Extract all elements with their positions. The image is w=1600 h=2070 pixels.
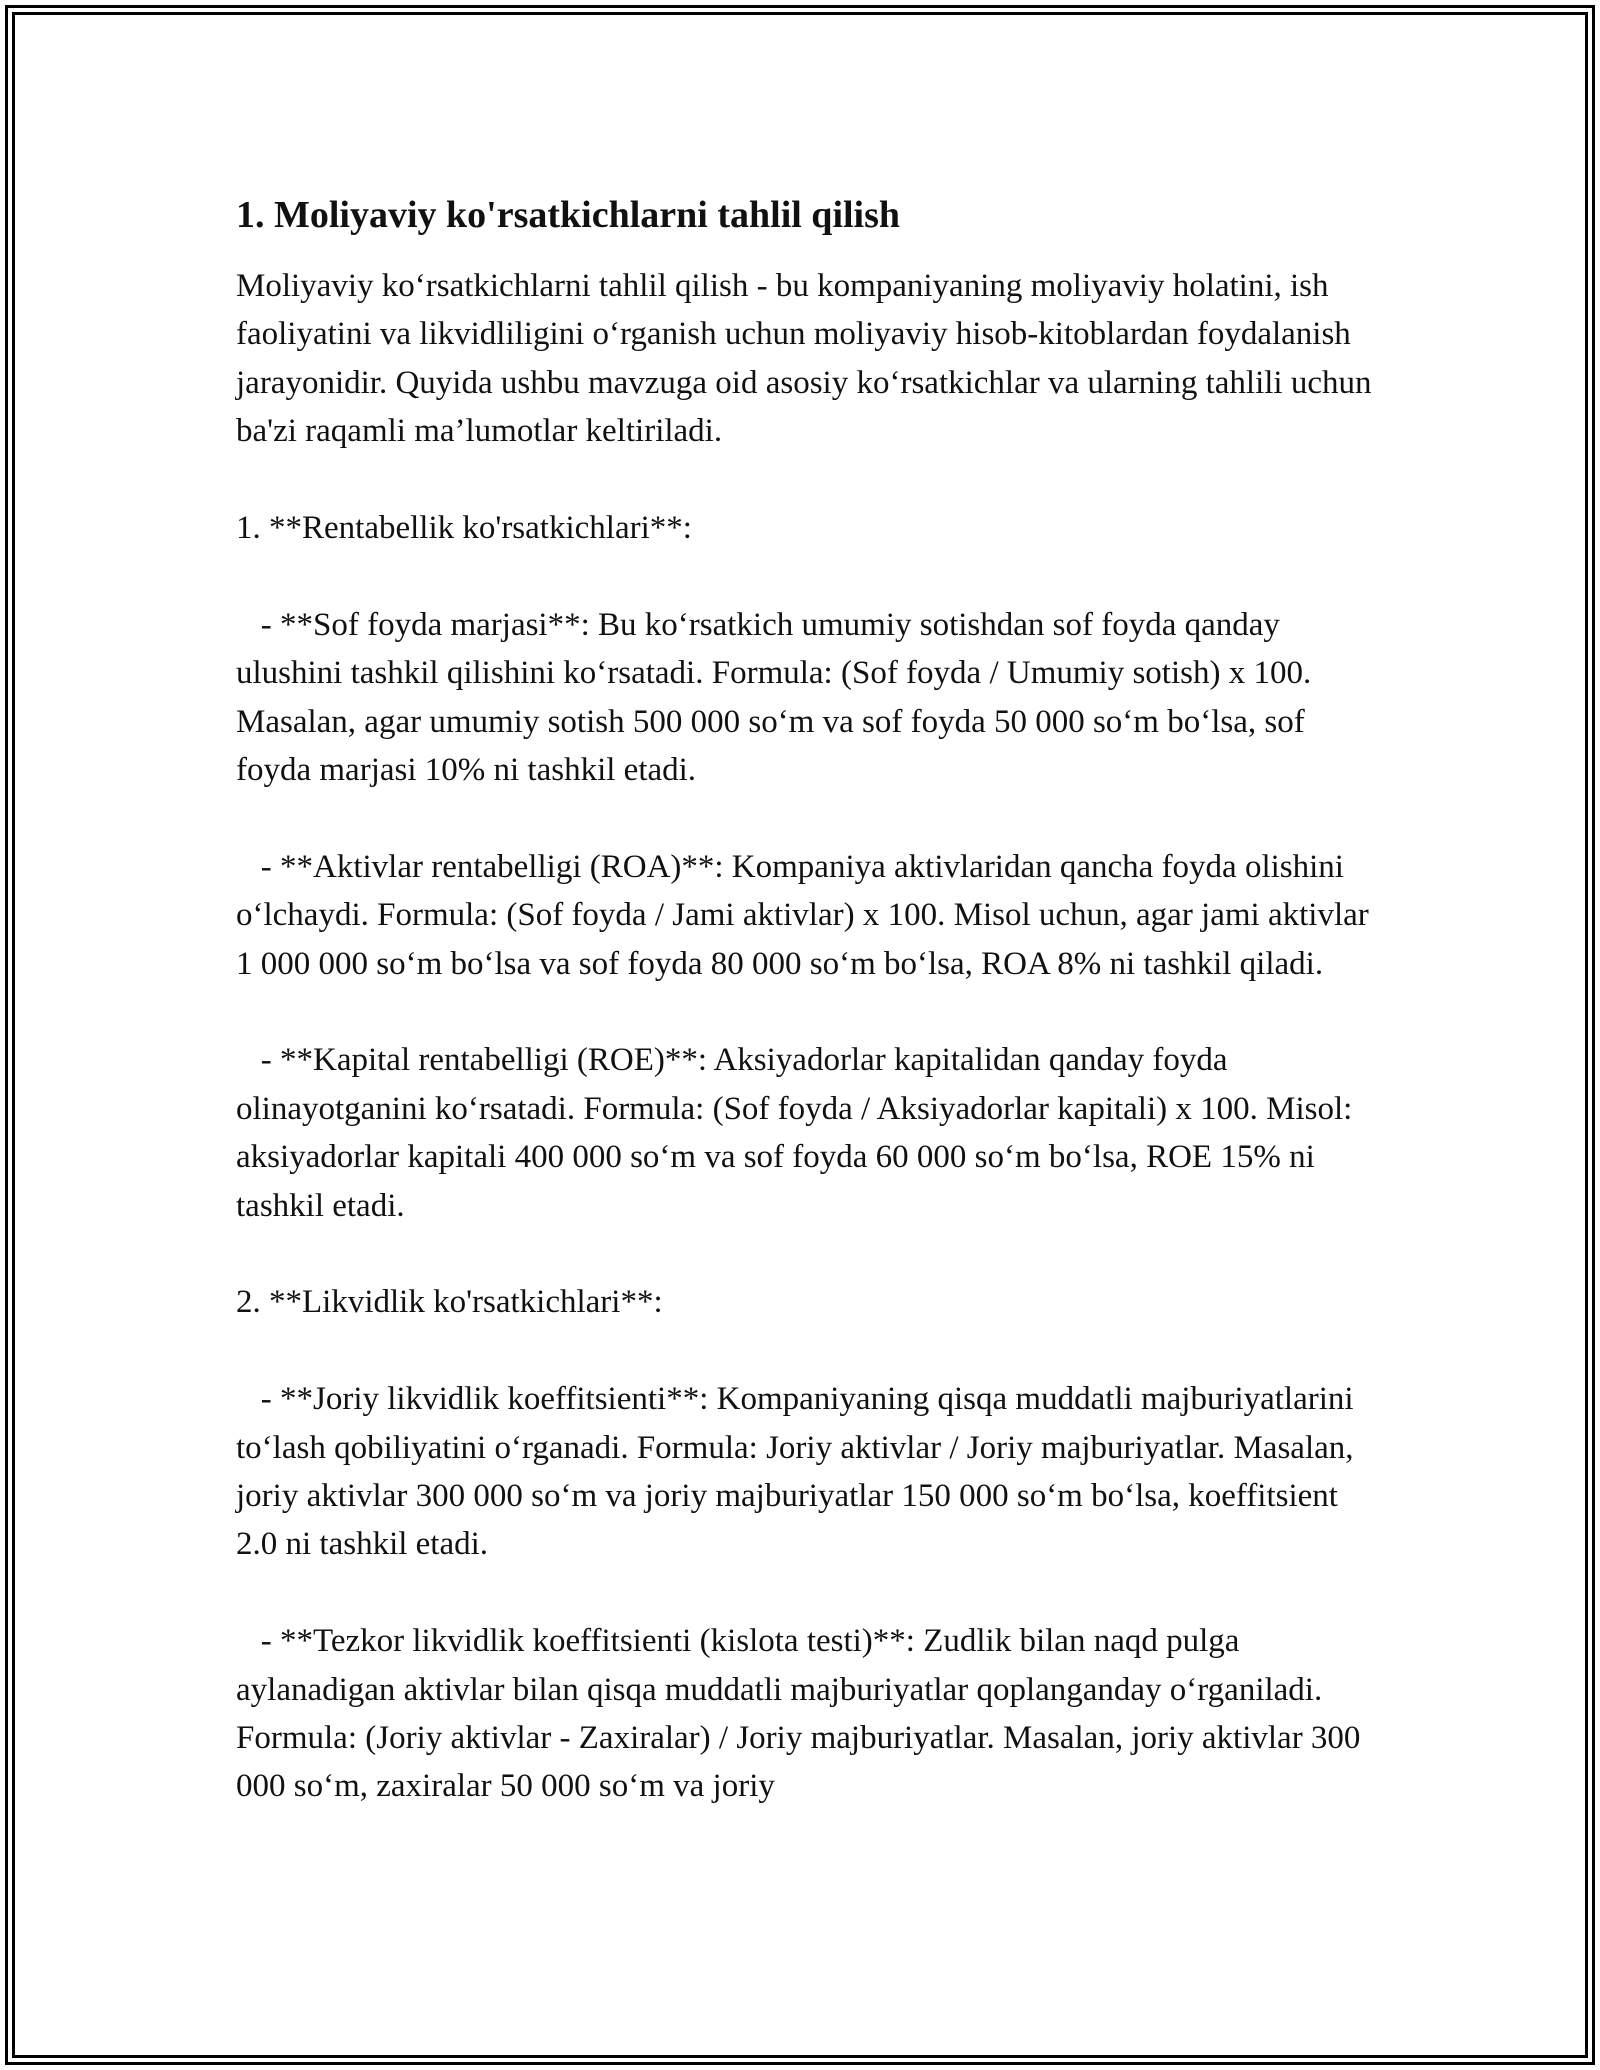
- spacer: [236, 1569, 1376, 1617]
- spacer: [236, 1230, 1376, 1278]
- spacer: [236, 988, 1376, 1036]
- list-item-roa: - **Aktivlar rentabelligi (ROA)**: Kompaniya aktivlaridan qancha foyda olishini o‘lchaydi. Formula: (Sof foyda / Jami aktivlar) x 100. Misol uchun, agar jami aktivlar 1 000 000 so‘m bo‘lsa va sof foyda 80 000 so‘m bo‘lsa, ROA 8% ni tashkil qiladi.: [236, 848, 1377, 982]
- section-heading-likvidlik: 2. **Likvidlik ko'rsatkichlari**:: [236, 1284, 663, 1321]
- spacer: [236, 1327, 1376, 1375]
- list-item-roe: - **Kapital rentabelligi (ROE)**: Aksiyadorlar kapitalidan qanday foyda olinayotganini ko‘rsatadi. Formula: (Sof foyda / Aksiyadorlar kapitali) x 100. Misol: aksiyadorlar kapitali 400 000 so‘m va sof foyda 60 000 so‘m bo‘lsa, ROE 15% ni tashkil etadi.: [236, 1042, 1361, 1224]
- document-title: 1. Moliyaviy ko'rsatkichlarni tahlil qilish: [236, 194, 901, 236]
- section-heading-rentabellik: 1. **Rentabellik ko'rsatkichlari**:: [236, 510, 692, 547]
- document-body: [236, 188, 1380, 1811]
- spacer: [236, 552, 1376, 600]
- list-item-sof-foyda-marjasi: - **Sof foyda marjasi**: Bu ko‘rsatkich umumiy sotishdan sof foyda qanday ulushini tashkil qilishini ko‘rsatadi. Formula: (Sof foyda / Umumiy sotish) x 100. Masalan, agar umumiy sotish 500 000 so‘m va sof foyda 50 000 so‘m bo‘lsa, sof foyda marjasi 10% ni tashkil etadi.: [236, 606, 1320, 789]
- spacer: [236, 794, 1376, 842]
- intro-paragraph: Moliyaviy ko‘rsatkichlarni tahlil qilish - bu kompaniyaning moliyaviy holatini, ish faoliyatini va likvidliligini o‘rganish uchun moliyaviy hisob-kitoblardan foydalanish jarayonidir. Quyida ushbu mavzuga oid asosiy ko‘rsatkichlar va ularning tahlili uchun ba'zi raqamli ma’lumotlar keltiriladi.: [236, 268, 1380, 450]
- spacer: [236, 456, 1376, 504]
- list-item-tezkor-likvidlik: - **Tezkor likvidlik koeffitsienti (kislota testi)**: Zudlik bilan naqd pulga aylanadigan aktivlar bilan qisqa muddatli majburiyatlar qoplanganday o‘rganiladi. Formula: (Joriy aktivlar - Zaxiralar) / Joriy majburiyatlar. Masalan, joriy aktivlar 300 000 so‘m, zaxiralar 50 000 so‘m va joriy: [236, 1623, 1369, 1805]
- list-item-joriy-likvidlik: - **Joriy likvidlik koeffitsienti**: Kompaniyaning qisqa muddatli majburiyatlarini to‘lash qobiliyatini o‘rganadi. Formula: Joriy aktivlar / Joriy majburiyatlar. Masalan, joriy aktivlar 300 000 so‘m va joriy majburiyatlar 150 000 so‘m bo‘lsa, koeffitsient 2.0 ni tashkil etadi.: [236, 1381, 1362, 1563]
